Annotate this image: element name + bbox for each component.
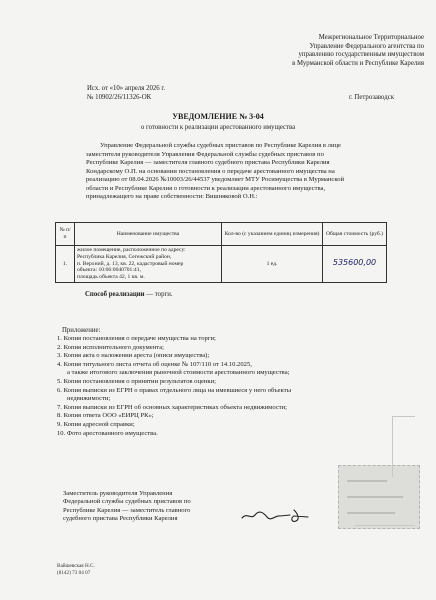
attachments-list <box>57 335 397 438</box>
body-line: области и Республике Карелия о готовности к реализации арестованного имущества, <box>86 184 326 192</box>
attachment-item: 5. Копия постановления о принятии результатов оценки; <box>57 377 216 385</box>
addressee-line: управлению государственным имуществом <box>298 51 424 59</box>
row-name <box>75 246 222 283</box>
row-name-line: площадь объекта 42, 1 кв. м. <box>77 274 145 281</box>
row-qty: 1 ед. <box>222 246 323 283</box>
addressee-line: в Мурманской области и Республике Карелия <box>292 59 424 67</box>
attachment-item: 3. Копия акта о наложении ареста (описи имущества); <box>57 352 210 360</box>
addressee-block <box>228 34 424 68</box>
signer-block <box>63 490 191 524</box>
body-line: Управление Федеральной службы судебных приставов по Республике Карелия в лице <box>100 142 341 149</box>
body-line: Республике Карелия — заместителя главного судебного пристава Республики Карелия <box>86 159 330 166</box>
notice-body <box>86 142 408 202</box>
row-value <box>323 246 387 283</box>
margin-mark <box>355 525 415 544</box>
attachment-item: 7. Копия выписки из ЕГРН об основных характеристиках объекта недвижимости; <box>57 403 287 411</box>
executor-name: Вайшевская Н.С. <box>57 563 95 569</box>
body-line: заместителя руководителя Управления Федеральной службы судебных приставов по <box>86 150 324 158</box>
city: г. Петрозаводск <box>349 94 395 101</box>
outgoing-date: Исх. от «10» апреля 2026 г. <box>87 85 166 92</box>
property-table <box>55 222 387 283</box>
attachment-item: недвижимости; <box>67 395 111 403</box>
document-subtitle: о готовности к реализации арестованного имущества <box>140 124 296 131</box>
row-name-line: Республика Карелия, Сегежский район, <box>77 253 172 260</box>
header-name: Наименование имущества <box>75 223 222 246</box>
header-qty: Кол-во (с указанием единиц измерения) <box>222 223 323 246</box>
signer-line: Заместитель руководителя Управления <box>63 490 173 497</box>
attachments-heading: Приложение: <box>62 327 101 334</box>
body-line: принадлежащего на праве собственности: Вишняковой О.Н.: <box>86 193 258 200</box>
signer-line: судебного пристава Республики Карелия <box>63 515 178 523</box>
row-name-line: п. Верхний, д. 13, кв. 22, кадастровый номер <box>77 260 184 267</box>
attachment-item: а также итогового заключения рыночной стоимости арестованного имущества; <box>67 369 290 377</box>
document-title: УВЕДОМЛЕНИЕ № 3-04 <box>172 112 264 121</box>
attachment-item: 6. Копия выписки из ЕГРН о правах отдельного лица на имевшиеся у него объекты <box>57 386 292 394</box>
row-name-line: объекта: 10:06:0040701:41, <box>77 267 141 274</box>
header-value: Общая стоимость (руб.) <box>323 223 387 246</box>
body-line: реализацию от 08.04.2026 №10003/26/44537 уведомляет МТУ Росимущества в Мурманской <box>86 176 345 183</box>
attachment-item: 8. Копия ответа ООО «ЕИРЦ РК»; <box>57 412 154 420</box>
body-line: Кондарскому О.П. на основании постановления о передаче арестованного имущества на <box>86 167 335 175</box>
executor-phone: (8142) 73 04 07 <box>57 569 91 576</box>
attachment-item: 9. Копия адресной справки; <box>57 420 135 428</box>
outgoing-reg-number: № 10902/26/11326-ОК <box>87 93 152 101</box>
row-num: 1. <box>56 246 75 283</box>
table-header-row <box>56 223 387 246</box>
addressee-line: Межрегиональное Территориальное <box>318 34 424 41</box>
attachment-item: 4. Копия титульного листа отчета об оценке № 107/110 от 14.10.2025, <box>57 360 252 368</box>
signature <box>238 505 318 525</box>
margin-mark <box>392 416 415 477</box>
signer-line: Федеральной службы судебных приставов по <box>63 498 191 506</box>
attachment-item: 1. Копия постановления о передаче имущества на торги; <box>57 335 216 342</box>
sale-method-label: Способ реализации <box>85 291 145 298</box>
addressee-line: Управление Федерального агентства по <box>309 42 424 50</box>
row-name-line: жилое помещение, расположенное по адресу: <box>77 247 186 253</box>
header-num: № п/п <box>56 223 75 246</box>
sale-method-value: — торги. <box>144 291 173 298</box>
handwritten-value: 535600,00 <box>332 258 377 268</box>
signer-line: Республике Карелия — заместитель главного <box>63 506 191 514</box>
executor-block <box>57 563 95 576</box>
attachment-item: 2. Копия исполнительного документа; <box>57 343 164 351</box>
attachment-item: 10. Фото арестованного имущества. <box>57 429 158 437</box>
table-row <box>56 246 387 283</box>
sale-method <box>85 291 173 299</box>
outgoing-number <box>87 85 165 103</box>
